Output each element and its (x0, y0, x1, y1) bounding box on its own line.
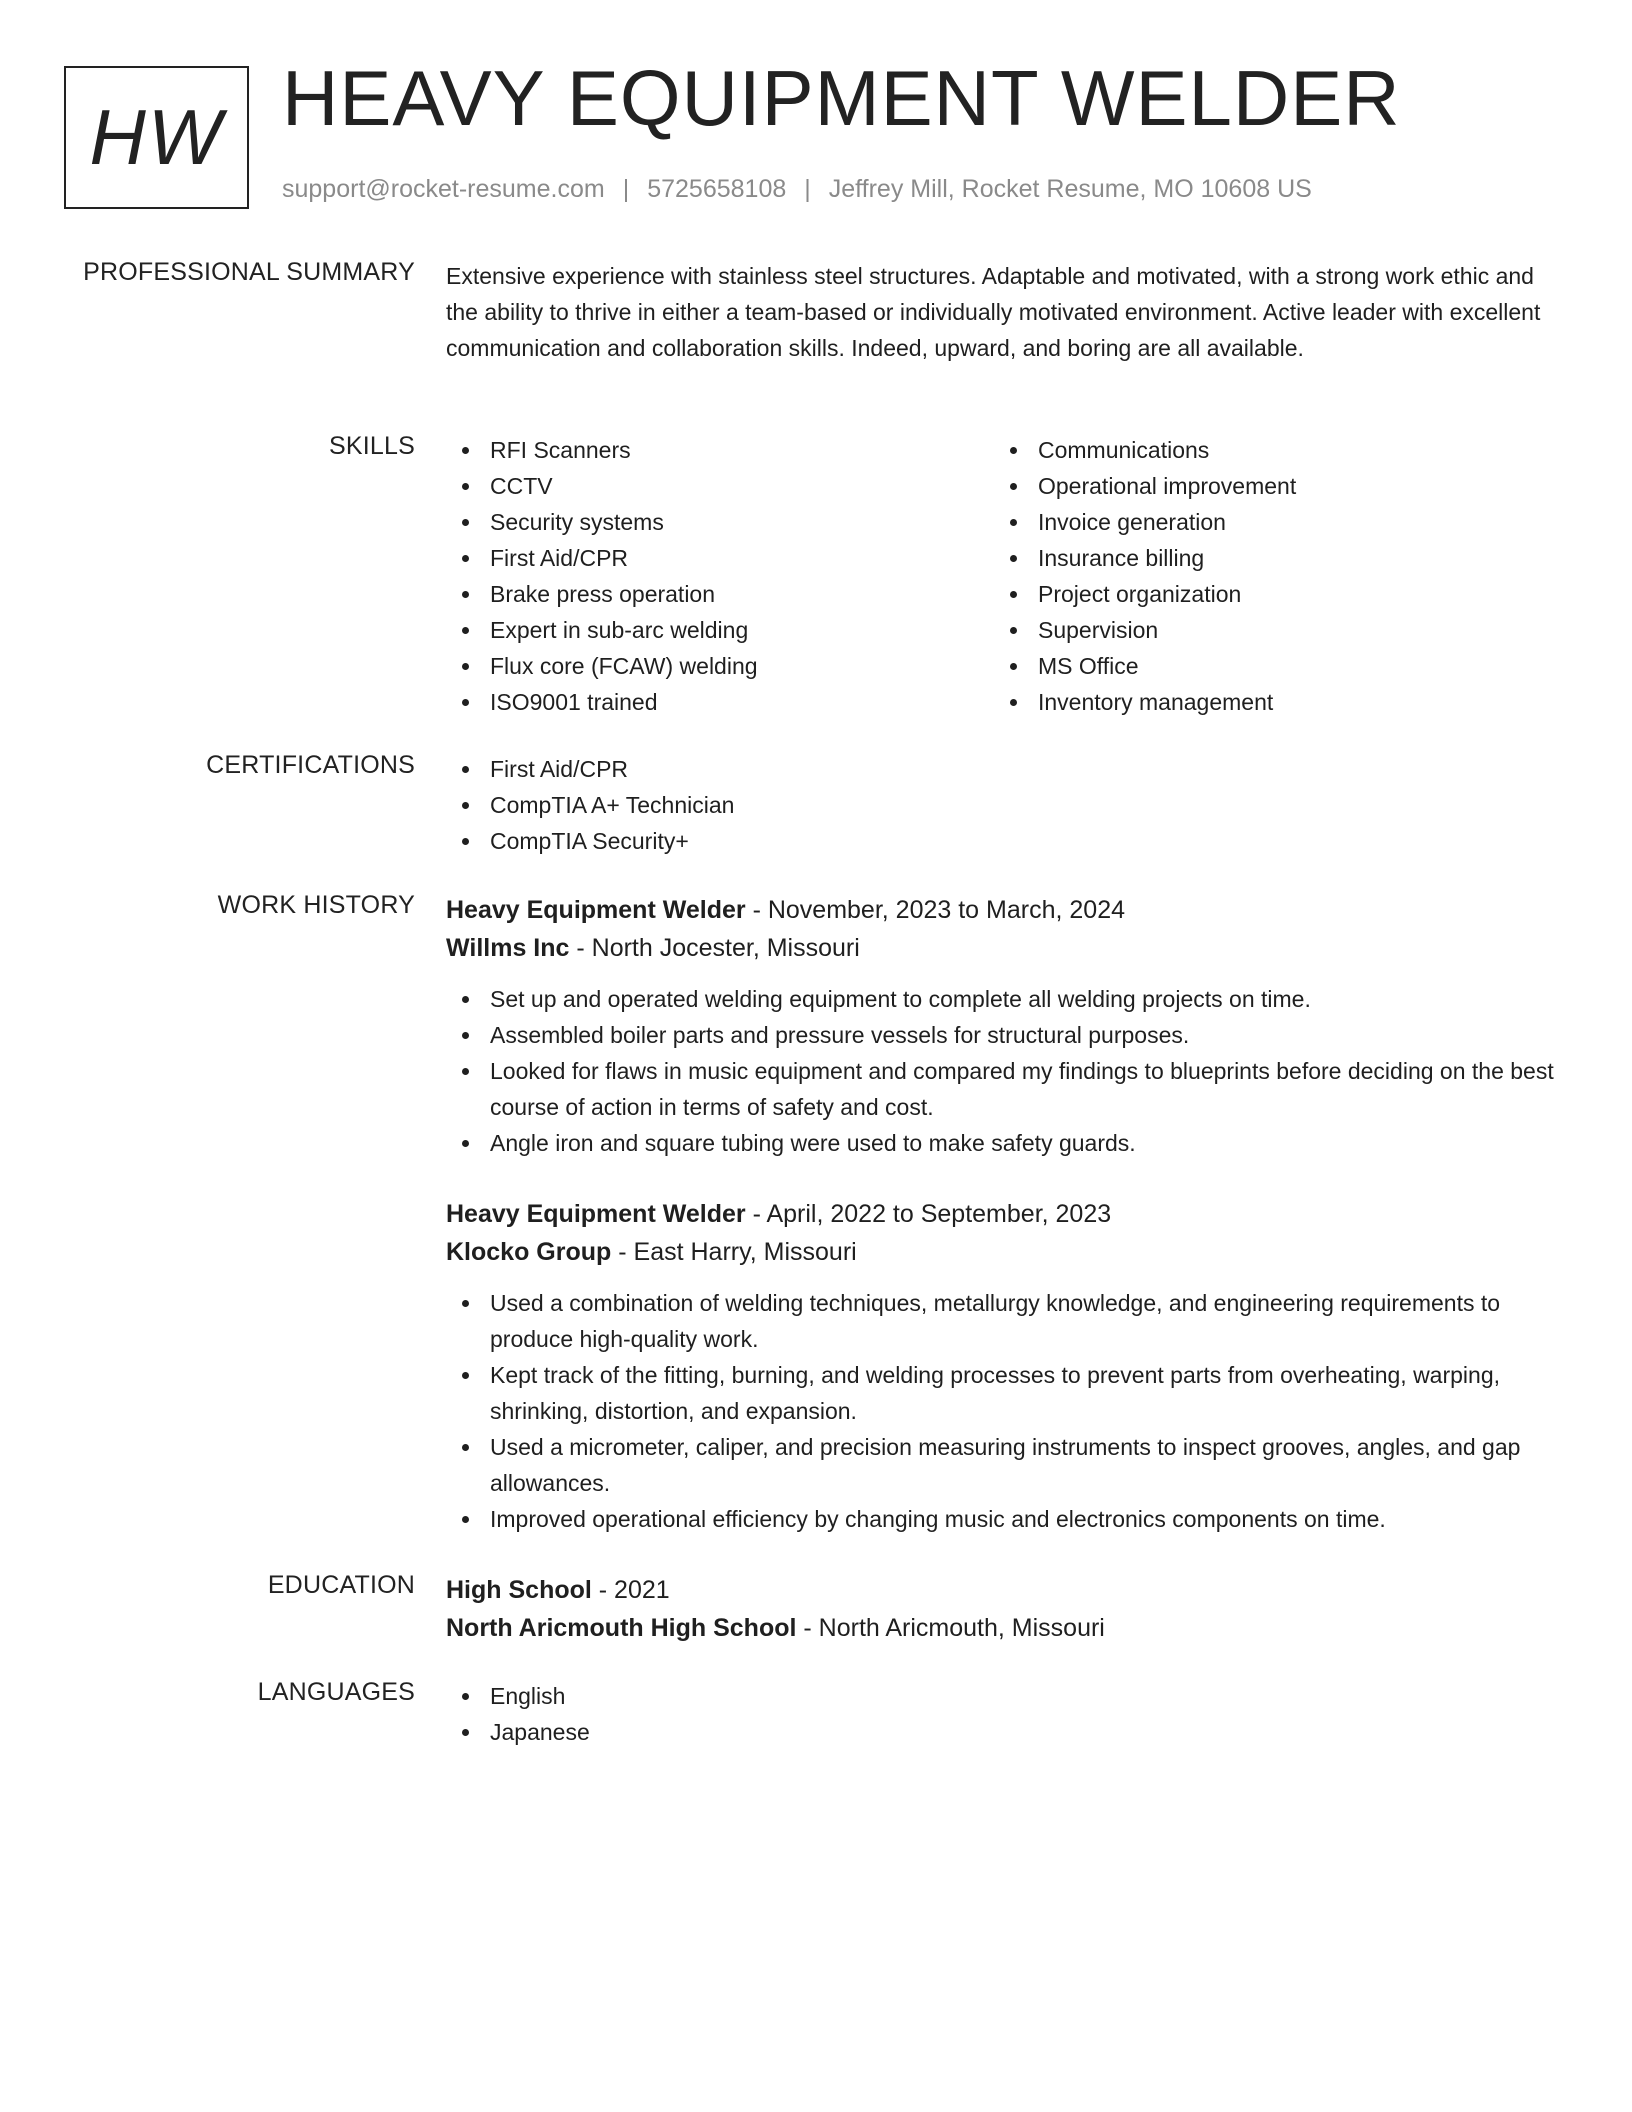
job-bullet: Used a micrometer, caliper, and precision measuring instruments to inspect grooves, angles, and gap allowances. (446, 1429, 1558, 1501)
certifications-list (446, 751, 1558, 859)
certification-item: CompTIA A+ Technician (446, 787, 1558, 823)
job-title-line (446, 1195, 1558, 1233)
section-label-certifications: CERTIFICATIONS (206, 751, 415, 779)
job-entry (446, 891, 1558, 1161)
contact-address: Jeffrey Mill, Rocket Resume, MO 10608 US (828, 175, 1312, 203)
skill-item: ISO9001 trained (446, 684, 994, 720)
education-location: - North Aricmouth, Missouri (796, 1614, 1105, 1642)
job-company: Willms Inc (446, 934, 570, 962)
education-degree-line (446, 1571, 1558, 1609)
language-item: English (446, 1678, 1558, 1714)
skill-item: First Aid/CPR (446, 540, 994, 576)
skill-item: Communications (994, 432, 1542, 468)
education-entry (446, 1571, 1558, 1647)
skill-item: Expert in sub-arc welding (446, 612, 994, 648)
contact-phone[interactable]: 5725658108 (647, 175, 787, 203)
job-bullet: Kept track of the fitting, burning, and welding processes to prevent parts from overheating, warping, shrinking, distortion, and expansion. (446, 1357, 1558, 1429)
skill-item: Flux core (FCAW) welding (446, 648, 994, 684)
summary-text: Extensive experience with stainless steel structures. Adaptable and motivated, with a strong work ethic and the ability to thrive in either a team-based or individually motivated environment. Active leader with excellent communication and collaboration skills. Indeed, upward, and boring are all available. (446, 263, 1541, 361)
skill-item: Brake press operation (446, 576, 994, 612)
contact-separator: | (622, 175, 630, 203)
skill-item: Insurance billing (994, 540, 1542, 576)
job-bullet: Improved operational efficiency by changing music and electronics components on time. (446, 1501, 1558, 1537)
section-label-work-history: WORK HISTORY (217, 891, 415, 919)
job-company-line (446, 1233, 1558, 1271)
skill-item: Security systems (446, 504, 994, 540)
job-location: - East Harry, Missouri (611, 1238, 857, 1266)
resume-title: HEAVY EQUIPMENT WELDER (282, 54, 1401, 142)
skills-list-left (446, 432, 994, 720)
skill-item: RFI Scanners (446, 432, 994, 468)
skill-item: Supervision (994, 612, 1542, 648)
skill-item: Invoice generation (994, 504, 1542, 540)
skill-item: CCTV (446, 468, 994, 504)
skill-item: MS Office (994, 648, 1542, 684)
section-label-skills: SKILLS (329, 432, 415, 460)
job-bullet: Set up and operated welding equipment to complete all welding projects on time. (446, 981, 1558, 1017)
job-bullet: Looked for flaws in music equipment and compared my findings to blueprints before deciding on the best course of action in terms of safety and cost. (446, 1053, 1558, 1125)
certification-item: First Aid/CPR (446, 751, 1558, 787)
skill-item: Operational improvement (994, 468, 1542, 504)
job-dates: - November, 2023 to March, 2024 (745, 896, 1125, 924)
contact-email[interactable]: support@rocket-resume.com (282, 175, 605, 203)
education-degree: High School (446, 1576, 592, 1604)
contact-separator: | (804, 175, 811, 203)
skills-columns (446, 432, 1558, 720)
education-school-line (446, 1609, 1558, 1647)
job-bullets (446, 981, 1558, 1161)
job-location: - North Jocester, Missouri (569, 934, 860, 962)
job-bullet: Used a combination of welding techniques, metallurgy knowledge, and engineering requirements to produce high-quality work. (446, 1285, 1558, 1357)
job-title: Heavy Equipment Welder (446, 1200, 746, 1228)
job-title: Heavy Equipment Welder (446, 896, 746, 924)
education-year: - 2021 (591, 1576, 670, 1604)
job-company: Klocko Group (446, 1238, 612, 1266)
skills-list-right (994, 432, 1542, 720)
section-label-summary: PROFESSIONAL SUMMARY (83, 258, 415, 286)
job-dates: - April, 2022 to September, 2023 (745, 1200, 1112, 1228)
section-label-languages: LANGUAGES (257, 1678, 415, 1706)
job-entry (446, 1195, 1558, 1537)
job-bullet: Assembled boiler parts and pressure vessels for structural purposes. (446, 1017, 1558, 1053)
skill-item: Inventory management (994, 684, 1542, 720)
certification-item: CompTIA Security+ (446, 823, 1558, 859)
language-item: Japanese (446, 1714, 1558, 1750)
monogram-logo: HW (64, 66, 249, 209)
job-bullets (446, 1285, 1558, 1537)
education-school: North Aricmouth High School (446, 1614, 797, 1642)
job-company-line (446, 929, 1558, 967)
job-title-line (446, 891, 1558, 929)
skill-item: Project organization (994, 576, 1542, 612)
languages-list (446, 1678, 1558, 1750)
job-bullet: Angle iron and square tubing were used to make safety guards. (446, 1125, 1558, 1161)
section-label-education: EDUCATION (267, 1571, 415, 1599)
contact-line (282, 175, 1312, 204)
